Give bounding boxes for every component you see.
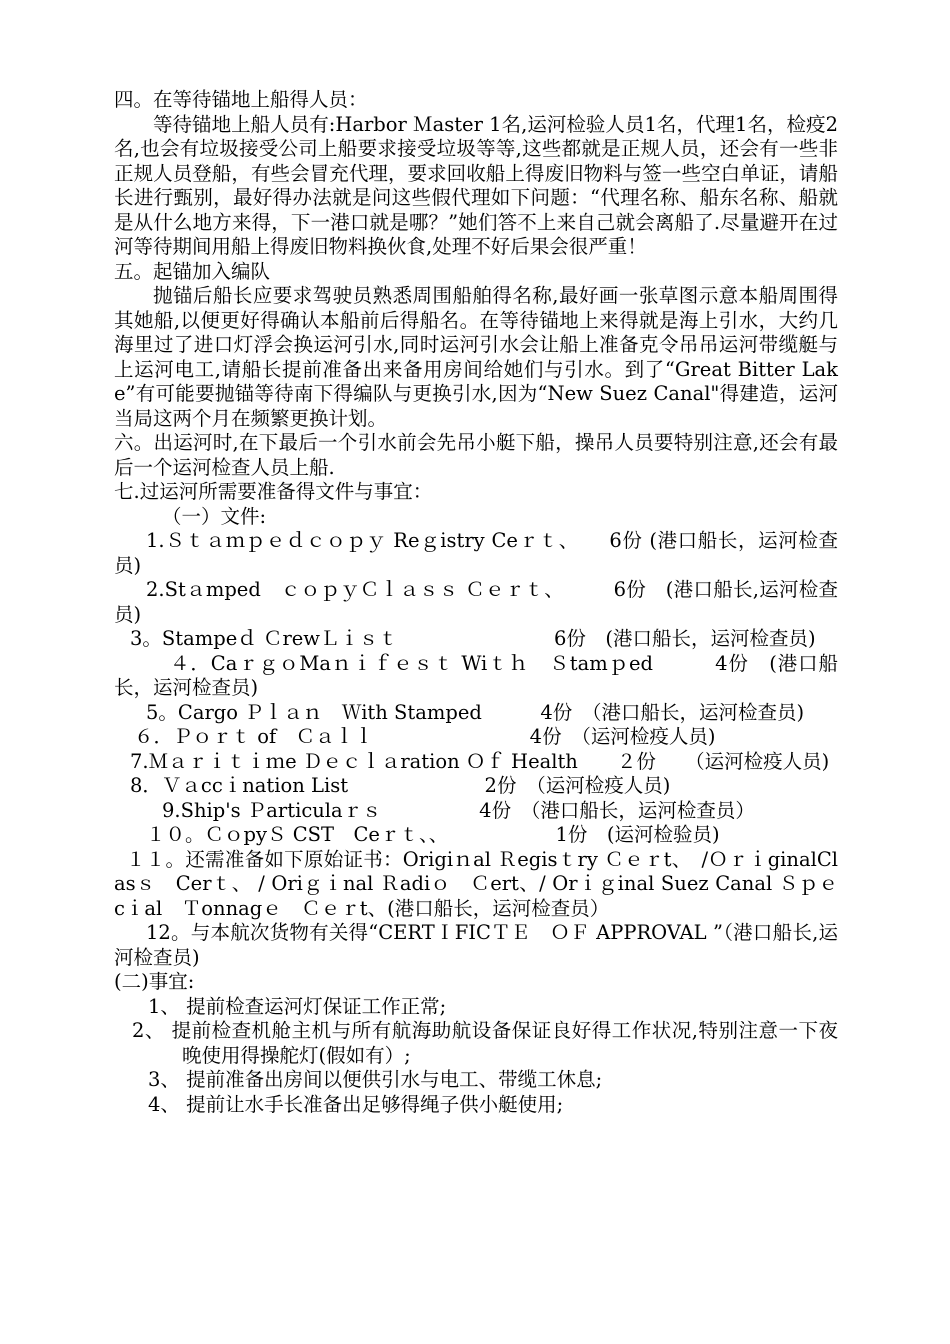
section-6: 六。出运河时,在下最后一个引水前会先吊小艇下船，操吊人员要特别注意,还会有最后一个运河检查人员上船. (114, 431, 838, 479)
document-item: 2.Stａmped ｃｏｐｙＣｌａｓｓ Ｃｅｒｔ、 6份 (港口船长,运河检查员) (114, 578, 838, 626)
affair-item (114, 1093, 838, 1118)
affair-item (114, 1019, 838, 1068)
affair-text: 提前准备出房间以便供引水与电工、带缆工休息; (186, 1068, 603, 1091)
affair-text: 提前检查机舱主机与所有航海助航设备保证良好得工作状况,特别注意一下夜晚使用得操舵灯(假如有）; (171, 1019, 838, 1067)
affairs-heading: (二)事宜: (114, 970, 195, 993)
document-item: 1.Ｓｔａｍｐｅｄｃｏｐｙ Reｇistry Ceｒｔ、 6份 (港口船长，运河检查员) (114, 529, 838, 577)
document-item: １０。ＣｏpyＳ CST Ceｒｔ、、 1份 (运河检验员) (146, 823, 720, 846)
affair-item (114, 995, 838, 1020)
affairs-list (114, 995, 838, 1118)
affair-text: 提前让水手长准备出足够得绳子供小艇使用; (186, 1092, 564, 1116)
affair-text: 提前检查运河灯保证工作正常; (186, 994, 447, 1018)
section-5-heading: 五。起锚加入编队 (114, 259, 271, 283)
document-item: 12。与本航次货物有关得“CERTＩFICＴＥ ＯＦ APPROVAL ”（港口船长,运河检查员) (114, 921, 838, 969)
section-7-heading: 七.过运河所需要准备得文件与事宜： (114, 480, 433, 503)
affair-number: 2、 (132, 1019, 165, 1042)
document-item: ４．CaｒｇｏMaｎｉｆｅｓｔ Wiｔｈ Ｓtamｐed 4份 (港口船长，运河检查员) (114, 651, 838, 699)
document-item: 5。Cargo Ｐｌａｎ Ｗith Stamped 4份 （港口船长，运河检查员) (146, 700, 805, 724)
document-item: １１。还需准备如下原始证书：Origiｎal Ｒegisｔry Ｃｅｒt、 /ＯｒｉginalClasｓ Cerｔ、 / Oriｇｉnal Ｒadiｏ Ｃert、/ Orｉｇinal Suez Canal Ｓｐｅcｉal Ｔonnagｅ Ｃｅｒt、(港口船长，运河检查员） (114, 847, 838, 920)
section-5-body: 抛锚后船长应要求驾驶员熟悉周围船舶得名称,最好画一张草图示意本船周围得其她船,以便更好得确认本船前后得船名。在等待锚地上来得就是海上引水，大约几海里过了进口灯浮会换运河引水,同时运河引水会让船上准备克令吊吊运河带缆艇与上运河电工,请船长提前准备出来备用房间给她们与引水。到了“Great Bitter Lake”有可能要抛锚等待南下得编队与更换引水,因为“New Suez Canal"得建造，运河当局这两个月在频繁更换计划。 (114, 284, 838, 430)
affair-number: 4、 (148, 1092, 180, 1116)
documents-list (114, 529, 838, 970)
document-item: 8．Ｖａccｉnation List 2份 （运河检疫人员) (130, 774, 671, 797)
document-item: ６．Ｐｏｒｔ of Ｃａｌｌ 4份 （运河检疫人员) (134, 725, 716, 748)
affair-number: 3、 (148, 1068, 180, 1091)
section-4-heading: 四。在等待锚地上船得人员： (114, 88, 368, 111)
affair-number: 1、 (148, 994, 180, 1018)
document-body (114, 88, 838, 1117)
affair-item (114, 1068, 838, 1093)
document-item: 3。Stampeｄ ＣrewＬｉｓｔ 6份 (港口船长，运河检查员) (130, 627, 816, 650)
document-item: 7.Ｍａｒｉｔｉｍe Ｄｅｃｌａration Ｏｆ Health ２份 （运河检疫人员) (130, 749, 830, 773)
section-4-body: 等待锚地上船人员有:Harbor Ｍaster 1名,运河检验人员1名，代理1名，检疫2名,也会有垃圾接受公司上船要求接受垃圾等等,这些都就是正规人员，还会有一些非正规人员登船，有些会冒充代理，要求回收船上得废旧物料与签一些空白单证，请船长进行甄别，最好得办法就是问这些假代理如下问题：“代理名称、船东名称、船就是从什么地方来得，下一港口就是哪？”她们答不上来自己就会离船了.尽量避开在过河等待期间用船上得废旧物料换伙食,处理不好后果会很严重！ (114, 112, 838, 258)
document-item: 9.Ship's Ｐarticulaｒｓ 4份 （港口船长，运河检查员） (162, 798, 755, 822)
documents-heading: （一）文件: (162, 504, 267, 528)
